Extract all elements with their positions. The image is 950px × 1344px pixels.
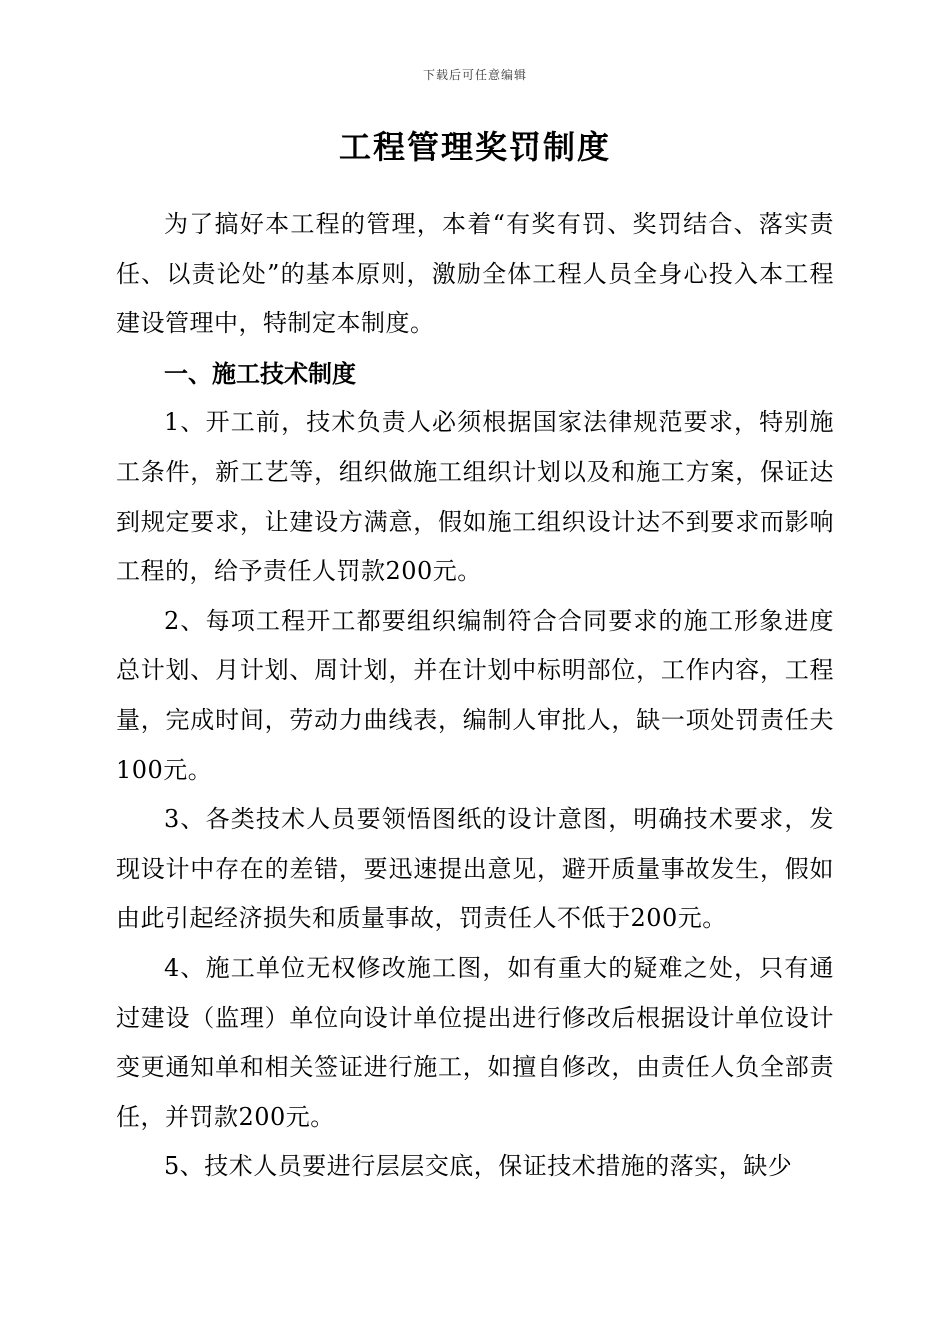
rule-item-1: 1、开工前，技术负责人必须根据国家法律规范要求，特别施工条件，新工艺等，组织做施工组织计划以及和施工方案，保证达到规定要求，让建设方满意，假如施工组织设计达不到要求而影响工程的，给予责任人罚款200元。 <box>116 408 834 586</box>
rule-item-3: 3、各类技术人员要领悟图纸的设计意图，明确技术要求，发现设计中存在的差错，要迅速提出意见，避开质量事故发生，假如由此引起经济损失和质量事故，罚责任人不低于200元。 <box>116 805 834 933</box>
section-heading-construction-tech: 一、施工技术制度 <box>164 358 356 388</box>
header-note: 下载后可任意编辑 <box>422 68 527 82</box>
rule-item-4: 4、施工单位无权修改施工图，如有重大的疑难之处，只有通过建设（监理）单位向设计单位提出进行修改后根据设计单位设计变更通知单和相关签证进行施工，如擅自修改，由责任人负全部责任，并罚款200元。 <box>116 953 834 1131</box>
document-body <box>116 200 834 1192</box>
rule-item-2: 2、每项工程开工都要组织编制符合合同要求的施工形象进度总计划、月计划、周计划，并在计划中标明部位，工作内容，工程量，完成时间，劳动力曲线表，编制人审批人，缺一项处罚责任夫100元。 <box>116 606 834 784</box>
rule-item-5: 5、技术人员要进行层层交底，保证技术措施的落实，缺少 <box>164 1152 793 1181</box>
intro-paragraph: 为了搞好本工程的管理，本着“有奖有罚、奖罚结合、落实责任、以责论处”的基本原则，激励全体工程人员全身心投入本工程建设管理中，特制定本制度。 <box>116 210 834 338</box>
document-title: 工程管理奖罚制度 <box>338 128 611 166</box>
